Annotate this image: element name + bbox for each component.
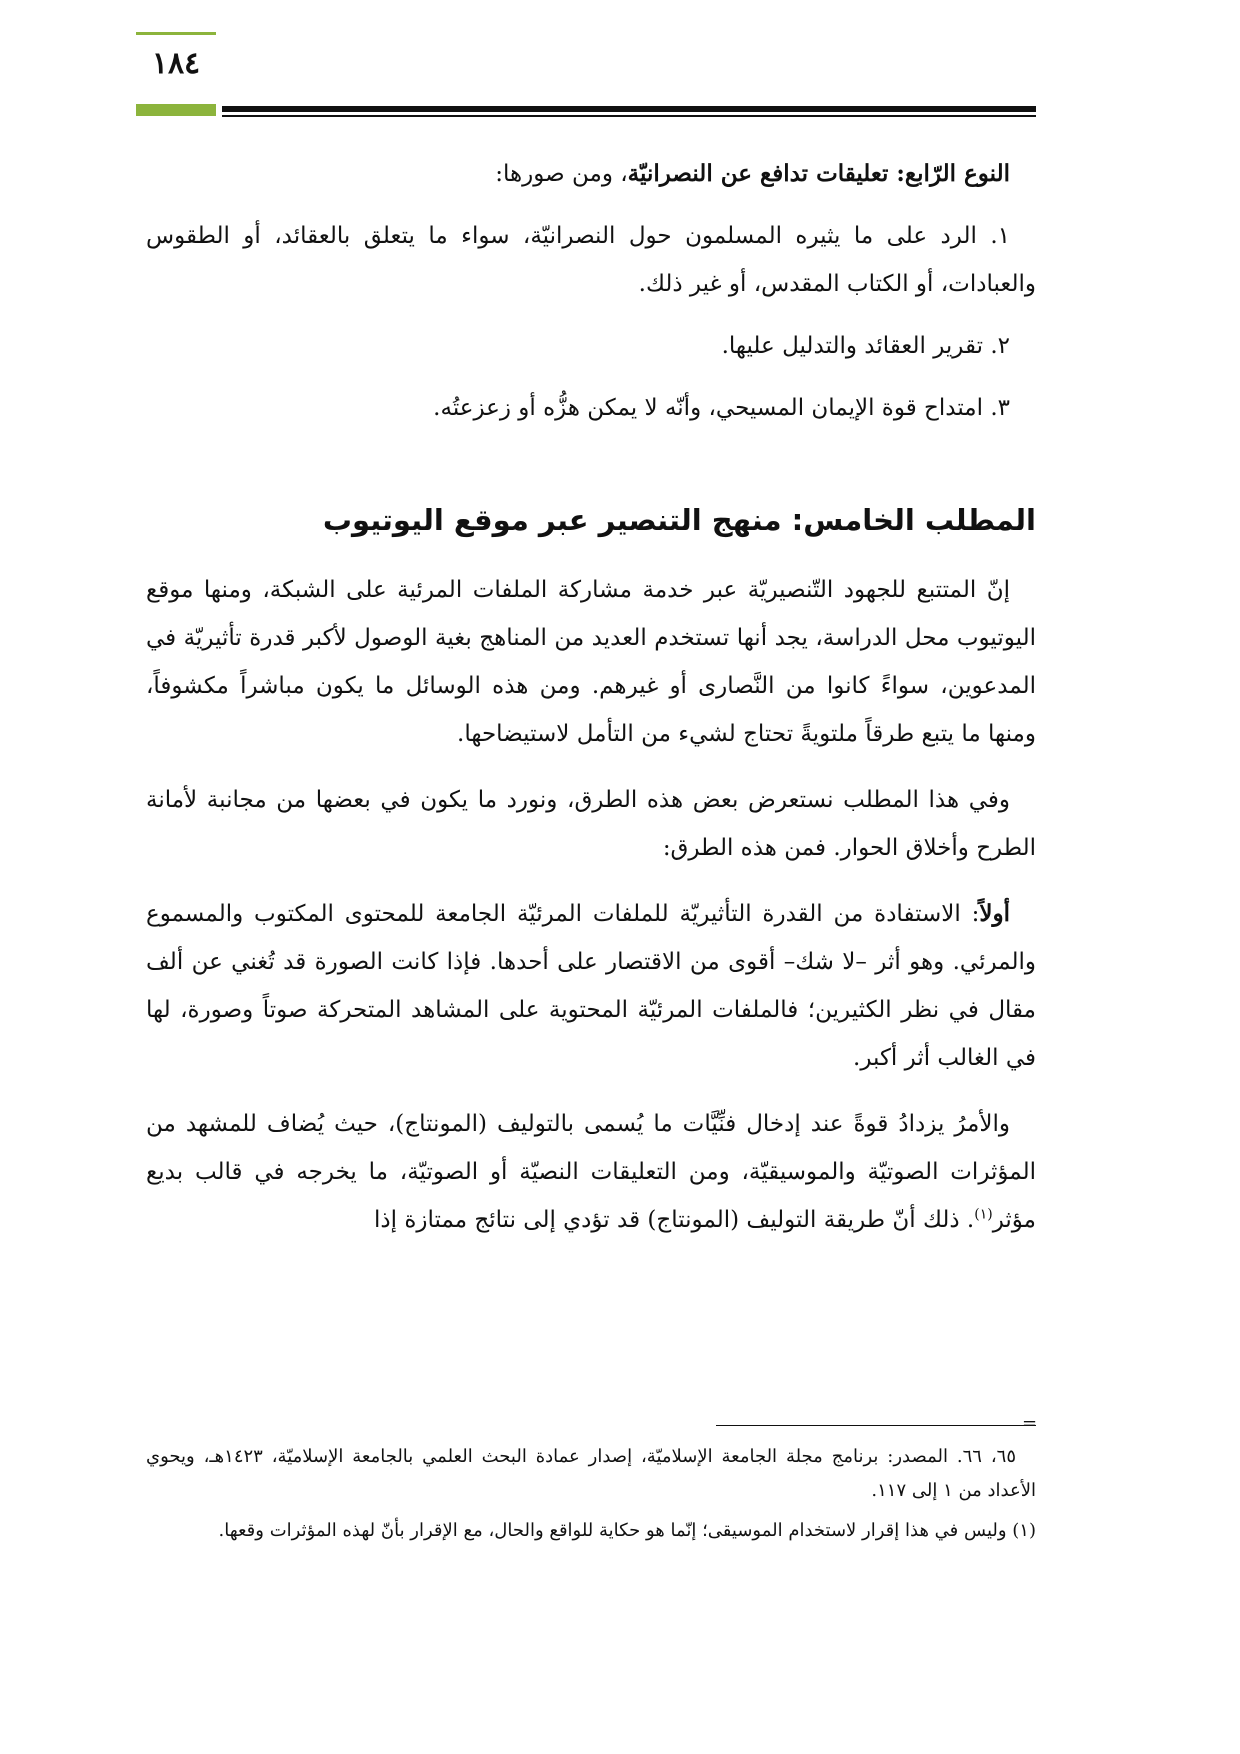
- paragraph: وفي هذا المطلب نستعرض بعض هذه الطرق، ونورد ما يكون في بعضها من مجانبة لأمانة الطرح وأخلاق الحوار. فمن هذه الطرق:: [146, 787, 1036, 861]
- header-rule-thin: [222, 115, 1036, 117]
- footnotes: [146, 1440, 1036, 1554]
- paragraph: إنّ المتتبع للجهود التّنصيريّة عبر خدمة مشاركة الملفات المرئية على الشبكة، ومنها موقع اليوتيوب محل الدراسة، يجد أنها تستخدم العديد من المناهج بغية الوصول لأكبر قدرة تأثيريّة في المدعوين، سواءً كانوا من النَّصارى أو غيرهم. ومن هذه الوسائل ما يكون مباشراً مكشوفاً، ومنها ما يتبع طرقاً ملتويةً تحتاج لشيء من التأمل لاستيضاحها.: [146, 577, 1036, 747]
- type4-heading: [146, 150, 1036, 198]
- footnote: (١) وليس في هذا إقرار لاستخدام الموسيقى؛ إنّما هو حكاية للواقع والحال، مع الإقرار بأنّ لهذه المؤثرات وقعها.: [218, 1520, 1036, 1541]
- footnote-separator: [716, 1425, 1036, 1426]
- page-body: [146, 150, 1036, 1262]
- paragraph-lead: أولاً: [979, 900, 1010, 927]
- header-accent-line: [136, 32, 216, 35]
- type4-label: النوع الرّابع:: [888, 160, 1010, 187]
- type4-title: تعليقات تدافع عن النصرانيّة: [627, 160, 889, 187]
- footnote-continuation-mark: =: [1022, 1413, 1038, 1434]
- paragraph-text: : الاستفادة من القدرة التأثيريّة للملفات المرئيّة الجامعة للمحتوى المكتوب والمسموع والمرئي. وهو أثر –لا شك– أقوى من الاقتصار على أحدها. فإذا كانت الصورة قد تُغني عن ألف مقال في نظر الكثيرين؛ فالملفات المرئيّة المحتوية على المشاهد المتحركة صوتاً وصورة، لها في الغالب أثر أكبر.: [146, 901, 1036, 1071]
- list-item: ١. الرد على ما يثيره المسلمون حول النصرانيّة، سواء ما يتعلق بالعقائد، أو الطقوس والعبادات، أو الكتاب المقدس، أو غير ذلك.: [146, 223, 1036, 297]
- paragraph: [146, 890, 1036, 1082]
- section-title: المطلب الخامس: منهج التنصير عبر موقع اليوتيوب: [322, 503, 1036, 537]
- list-item: ٣. امتداح قوة الإيمان المسيحي، وأنّه لا يمكن هزُّه أو زعزعتُه.: [433, 395, 1010, 421]
- header-rule-thick: [222, 106, 1036, 112]
- footnote-continued: ٦٥، ٦٦. المصدر: برنامج مجلة الجامعة الإسلاميّة، إصدار عمادة البحث العلمي بالجامعة الإسلاميّة، ١٤٢٣هـ، ويحوي الأعداد من ١ إلى ١١٧.: [146, 1446, 1036, 1501]
- paragraph-text: والأمرُ يزدادُ قوةً عند إدخال فنِّيَّات ما يُسمى بالتوليف (المونتاج)، حيث يُضاف للمشهد من المؤثرات الصوتيّة والموسيقيّة، ومن التعليقات النصيّة أو الصوتيّة، ما يخرجه في قالب بديع مؤثر: [146, 1111, 1036, 1233]
- type4-tail: ، ومن صورها:: [495, 161, 628, 187]
- list-item: ٢. تقرير العقائد والتدليل عليها.: [721, 333, 1010, 359]
- paragraph: [146, 1100, 1036, 1244]
- header-accent-bar: [136, 104, 216, 116]
- paragraph-text: . ذلك أنّ طريقة التوليف (المونتاج) قد تؤدي إلى نتائج ممتازة إذا: [374, 1207, 975, 1233]
- footnote-reference[interactable]: (١): [974, 1206, 993, 1223]
- page-number: ١٨٤: [151, 46, 201, 81]
